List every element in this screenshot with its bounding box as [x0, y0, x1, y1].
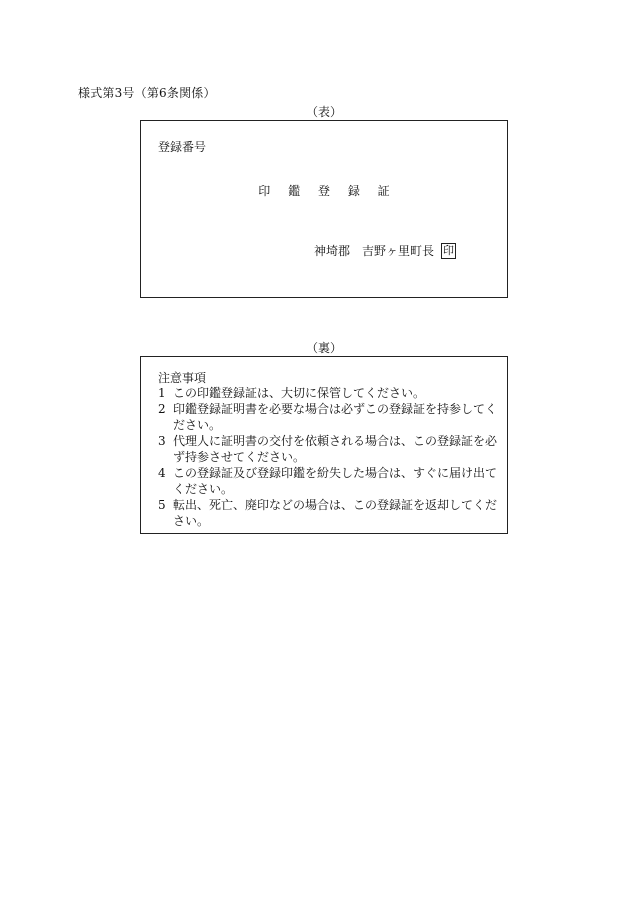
note-text: この印鑑登録証は、大切に保管してください。: [173, 386, 426, 400]
issuer-row: [314, 242, 456, 259]
official-seal-mark: 印: [443, 243, 454, 257]
note-number: 2: [158, 402, 166, 416]
note-text: 転出、死亡、廃印などの場合は、この登録証を返却してください。: [173, 498, 498, 528]
notes-list: [158, 385, 504, 529]
registration-card-front: [140, 120, 508, 298]
card-title: [141, 182, 507, 199]
card-title-char: 録: [347, 184, 360, 198]
form-number: 様式第3号（第6条関係）: [78, 86, 216, 100]
card-title-char: 鑑: [288, 184, 301, 198]
note-number: 5: [158, 498, 166, 512]
note-item: [158, 401, 504, 433]
registration-card-back: [140, 356, 508, 534]
issuer-title: 吉野ヶ里町長: [361, 244, 434, 258]
note-item: [158, 385, 504, 401]
note-number: 1: [158, 386, 166, 400]
issuer-district: 神埼郡: [313, 244, 350, 258]
note-text: 印鑑登録証明書を必要な場合は必ずこの登録証を持参してください。: [173, 402, 498, 432]
note-text: この登録証及び登録印鑑を紛失した場合は、すぐに届け出てください。: [173, 466, 498, 496]
note-number: 4: [158, 466, 166, 480]
front-side-label: （表）: [305, 105, 342, 119]
notes-heading: 注意事項: [158, 371, 207, 385]
note-text: 代理人に証明書の交付を依頼される場合は、この登録証を必ず持参させてください。: [173, 434, 498, 464]
note-item: [158, 433, 504, 465]
note-number: 3: [158, 434, 166, 448]
back-side-label: （裏）: [305, 341, 342, 355]
card-title-char: 印: [258, 184, 271, 198]
card-title-char: 証: [377, 184, 390, 198]
card-title-char: 登: [317, 184, 330, 198]
registration-number-label: 登録番号: [158, 140, 207, 154]
note-item: [158, 465, 504, 497]
note-item: [158, 497, 504, 529]
